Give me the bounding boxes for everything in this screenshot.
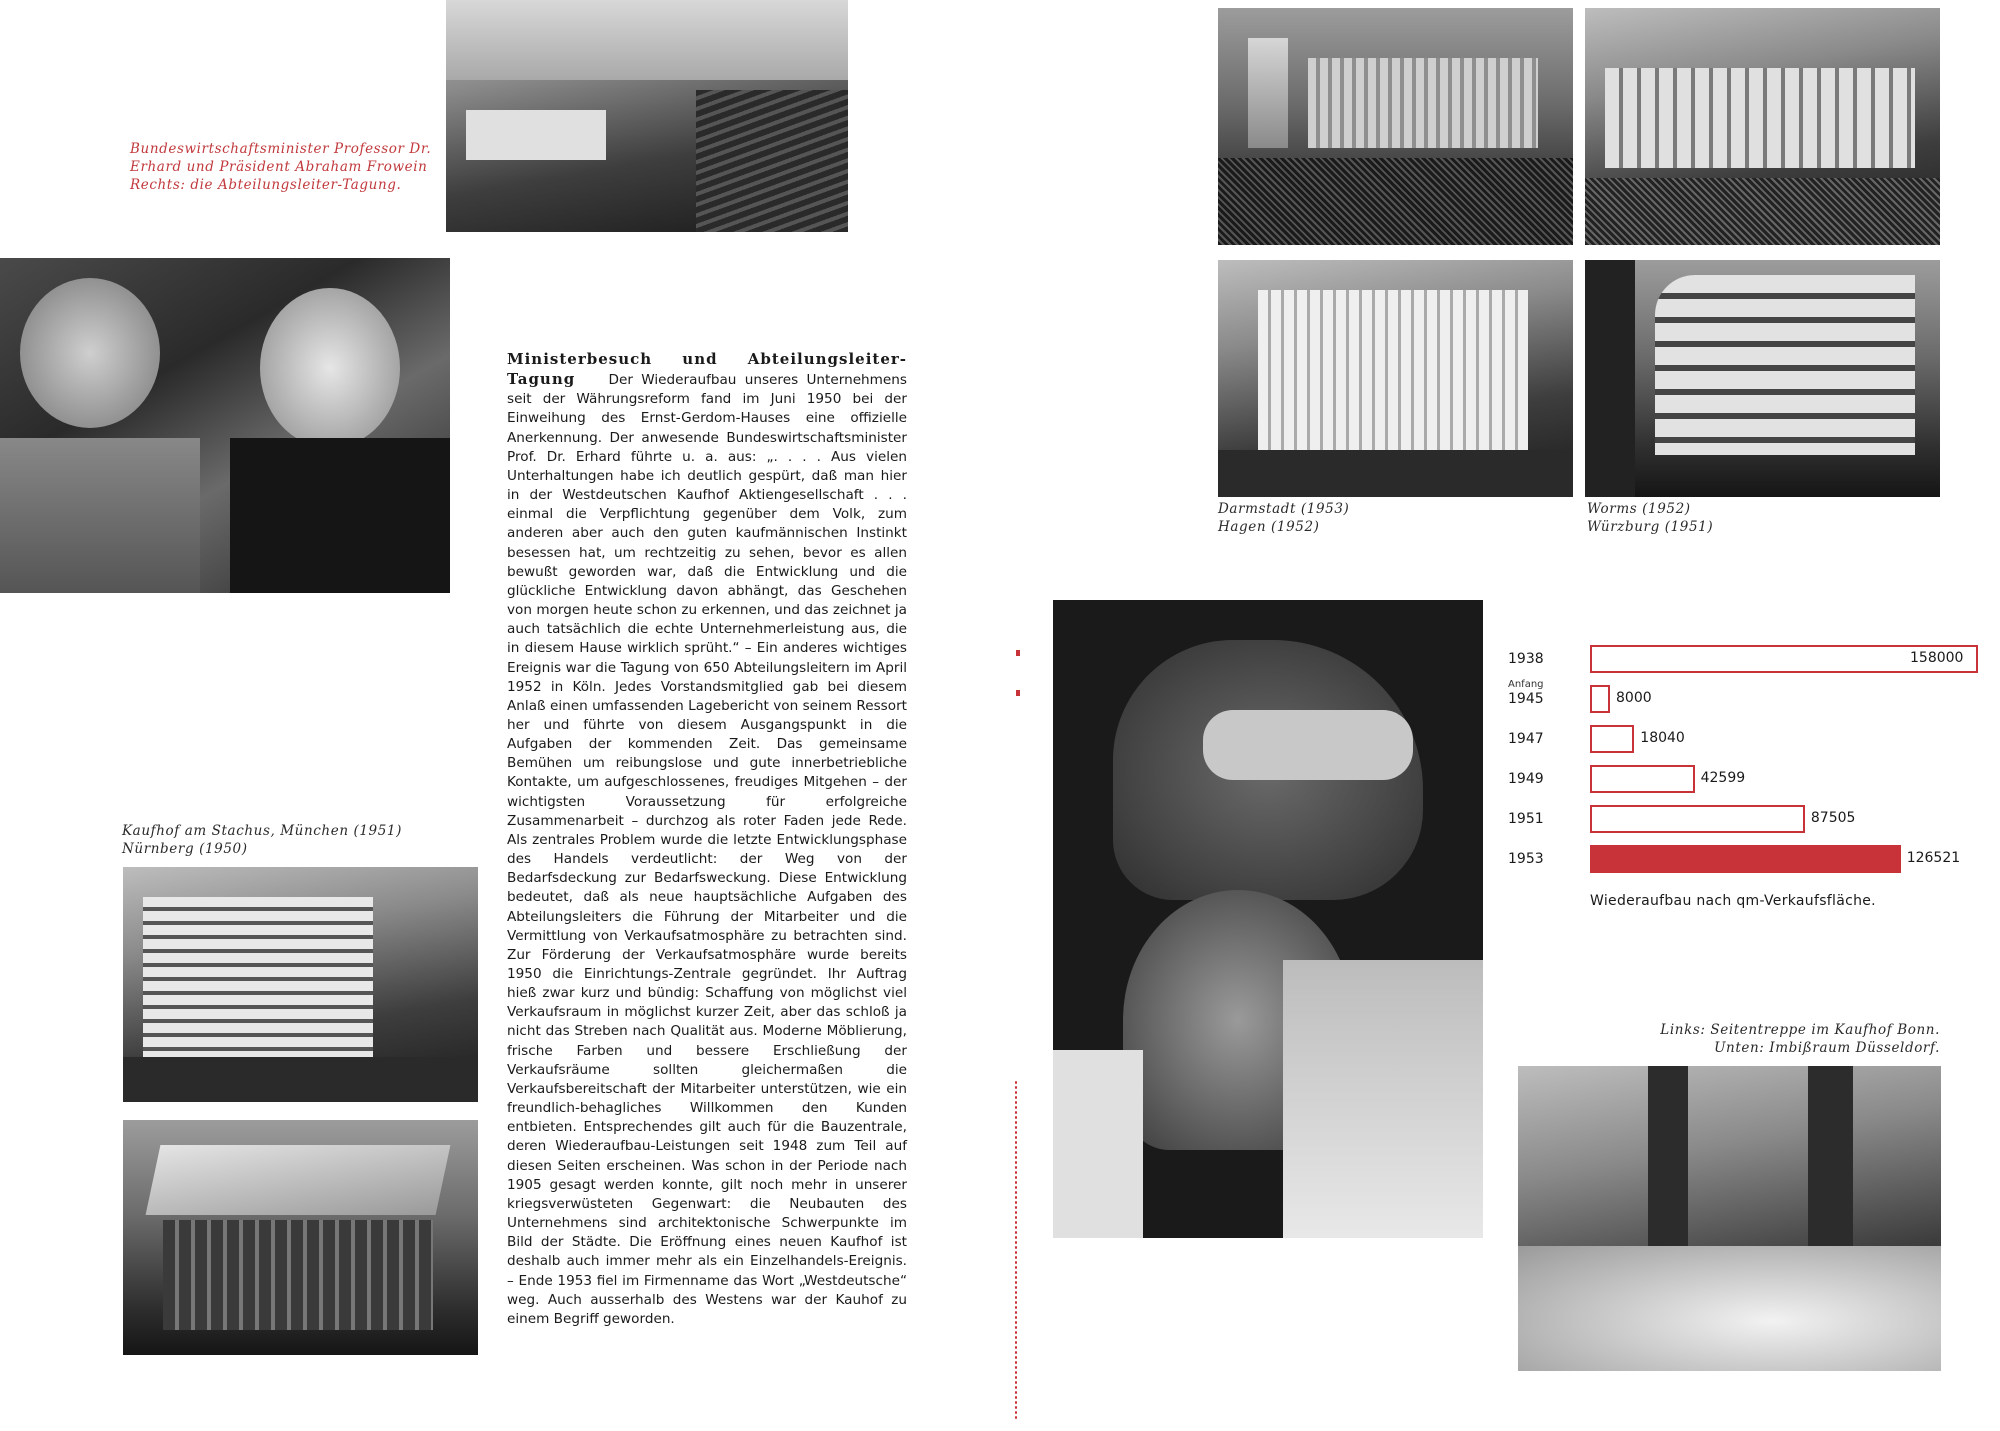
bar-year-label: 1951 <box>1508 811 1544 827</box>
bar-value-label: 87505 <box>1810 810 1856 826</box>
bar-value-label: 126521 <box>1906 850 1961 866</box>
erhard-frowein-photo <box>0 258 450 593</box>
caption-line: Unten: Imbißraum Düsseldorf. <box>1714 1040 1940 1056</box>
bar-year-label: 1947 <box>1508 731 1544 747</box>
nuernberg-photo <box>123 1120 478 1355</box>
caption-line: Kaufhof am Stachus, München (1951) <box>122 823 402 839</box>
bar-1953 <box>1590 845 1901 873</box>
minister-caption <box>130 140 432 194</box>
caption-line: Nürnberg (1950) <box>122 841 248 857</box>
caption-line: Erhard und Präsident Abraham Frowein <box>130 159 428 175</box>
imbissraum-duesseldorf-photo <box>1518 1066 1941 1371</box>
bar-value-label: 18040 <box>1640 730 1685 746</box>
worms-caption <box>1587 500 1827 536</box>
bar-value-label: 42599 <box>1700 770 1746 786</box>
caption-line: Worms (1952) <box>1587 501 1691 517</box>
darmstadt-photo <box>1218 8 1573 245</box>
bar-1949 <box>1590 765 1695 793</box>
caption-line: Links: Seitentreppe im Kaufhof Bonn. <box>1660 1022 1940 1038</box>
bar-year-label: 1949 <box>1508 771 1544 787</box>
article-body: Der Wiederaufbau unseres Unternehmens seit der Währungsreform fand im Juni 1950 bei der Einweihung des Ernst-Gerdom-Hauses eine offizielle Anerkennung. Der anwesende Bundeswirtschaftsminister Prof. Dr. Erhard führte u. a. aus: „. . . . Aus vielen Unterhaltungen habe ich deutlich gespürt, daß man hier in der Westdeutschen Kaufhof Aktiengesellschaft . . . einmal die Verpflichtung gegenüber dem Volk, zum anderen aber auch den guten kaufmännischen Instinkt besessen hat, um rechtzeitig zu sehen, bevor es allen bewußt geworden war, daß die Entwicklung und die glückliche Entwicklung davon abhängt, das Geschehen von morgen heute schon zu erkennen, und das zeichnet ja auch tatsächlich die echte Unternehmerleistung aus, die in diesem Hause wirklich sprüht.“ – Ein anderes wichtiges Ereignis war die Tagung von 650 Abteilungsleitern im April 1952 in Köln. Jedes Vorstandsmitglied gab bei diesem Anlaß einen umfassenden Lagebericht von seinem Ressort her und führte von diesem Ausgangspunkt in die Aufgaben der kommenden Zeit. Das gemeinsame Bemühen um reibungslose und gute innerbetriebliche Kontakte, um aufgeschlossenes, freudiges Mitgehen – der wichtigsten Voraussetzung für erfolgreiche Zusammenarbeit – durchzog als roter Faden jede Rede. Als zentrales Problem wurde die letzte Entwicklungsphase des Handels verdeutlicht: der Weg von der Bedarfsdeckung zur Bedarfsweckung. Diese Entwicklung bedeutet, daß als neue hauptsächliche Aufgaben des Abteilungsleiters die Führung der Mitarbeiter und die Vermittlung von Verkaufsatmosphäre zu betrachten sind. Zur Förderung der Verkaufsatmosphäre wurde bereits 1950 die Einrichtungs-Zentrale gegründet. Ihr Auftrag hieß zwar kurz und bündig: Schaffung von möglichst viel Verkaufsraum in möglichst kurzer Zeit, aber das schloß ja nicht das Streben nach Qualität aus. Moderne Möblierung, frische Farben und bessere Erschließung der Verkaufsräume sollten gleichermaßen die Verkaufsbereitschaft der Mitarbeiter unterstützen, wie ein freundlich-behagliches Willkommen den Kunden entbieten. Entsprechendes gilt auch für die Bauzentrale, deren Wiederaufbau-Leistungen seit 1948 zum Teil auf diesen Seiten erscheinen. Was schon in der Periode nach 1905 gesagt werden konnte, gilt noch mehr in unserer kriegsverwüsteten Gegenwart: die Neubauten des Unternehmens sind architektonische Schwerpunkte im Bild der Städte. Die Eröffnung eines neuen Kaufhof ist deshalb auch immer mehr als ein Einzelhandels-Ereignis. – Ende 1953 fiel im Firmenname das Wort „Westdeutsche“ weg. Auch ausserhalb des Westens war der Kauhof zu einem Begriff geworden. <box>507 372 907 1327</box>
bar-value-label: 8000 <box>1616 690 1652 706</box>
article-text <box>507 350 907 1329</box>
bar-year-label: 1938 <box>1508 651 1544 667</box>
hagen-photo <box>1585 8 1940 245</box>
caption-line: Rechts: die Abteilungsleiter-Tagung. <box>130 177 402 193</box>
page-spine <box>1014 1080 1018 1420</box>
bar-1947 <box>1590 725 1634 753</box>
caption-line: Würzburg (1951) <box>1587 519 1714 535</box>
caption-line: Darmstadt (1953) <box>1218 501 1350 517</box>
caption-line: Bundeswirtschaftsminister Professor Dr. <box>130 141 432 157</box>
bar-year-label: 1945 <box>1508 691 1544 707</box>
kaufhof-muenchen-photo <box>123 867 478 1102</box>
muenchen-caption <box>122 822 402 858</box>
bar-1945 <box>1590 685 1610 713</box>
caption-line: Hagen (1952) <box>1218 519 1320 535</box>
bar-year-prefix: Anfang <box>1508 679 1544 690</box>
chart-caption: Wiederaufbau nach qm-Verkaufsfläche. <box>1590 893 1876 909</box>
bonn-caption <box>1640 1021 1940 1057</box>
bar-1951 <box>1590 805 1805 833</box>
spine-mark <box>1016 650 1020 656</box>
wuerzburg-photo <box>1585 260 1940 497</box>
worms-photo <box>1218 260 1573 497</box>
staircase-bonn-photo <box>1053 600 1483 1238</box>
darmstadt-caption <box>1218 500 1458 536</box>
conference-photo <box>446 0 848 232</box>
article-heading: Ministerbesuch und Abteilungsleiter-Tagung <box>507 350 907 389</box>
spine-mark <box>1016 690 1020 696</box>
bar-value-label: 158000 <box>1910 650 1964 666</box>
sales-area-chart <box>1500 640 1990 920</box>
bar-year-label: 1953 <box>1508 851 1544 867</box>
